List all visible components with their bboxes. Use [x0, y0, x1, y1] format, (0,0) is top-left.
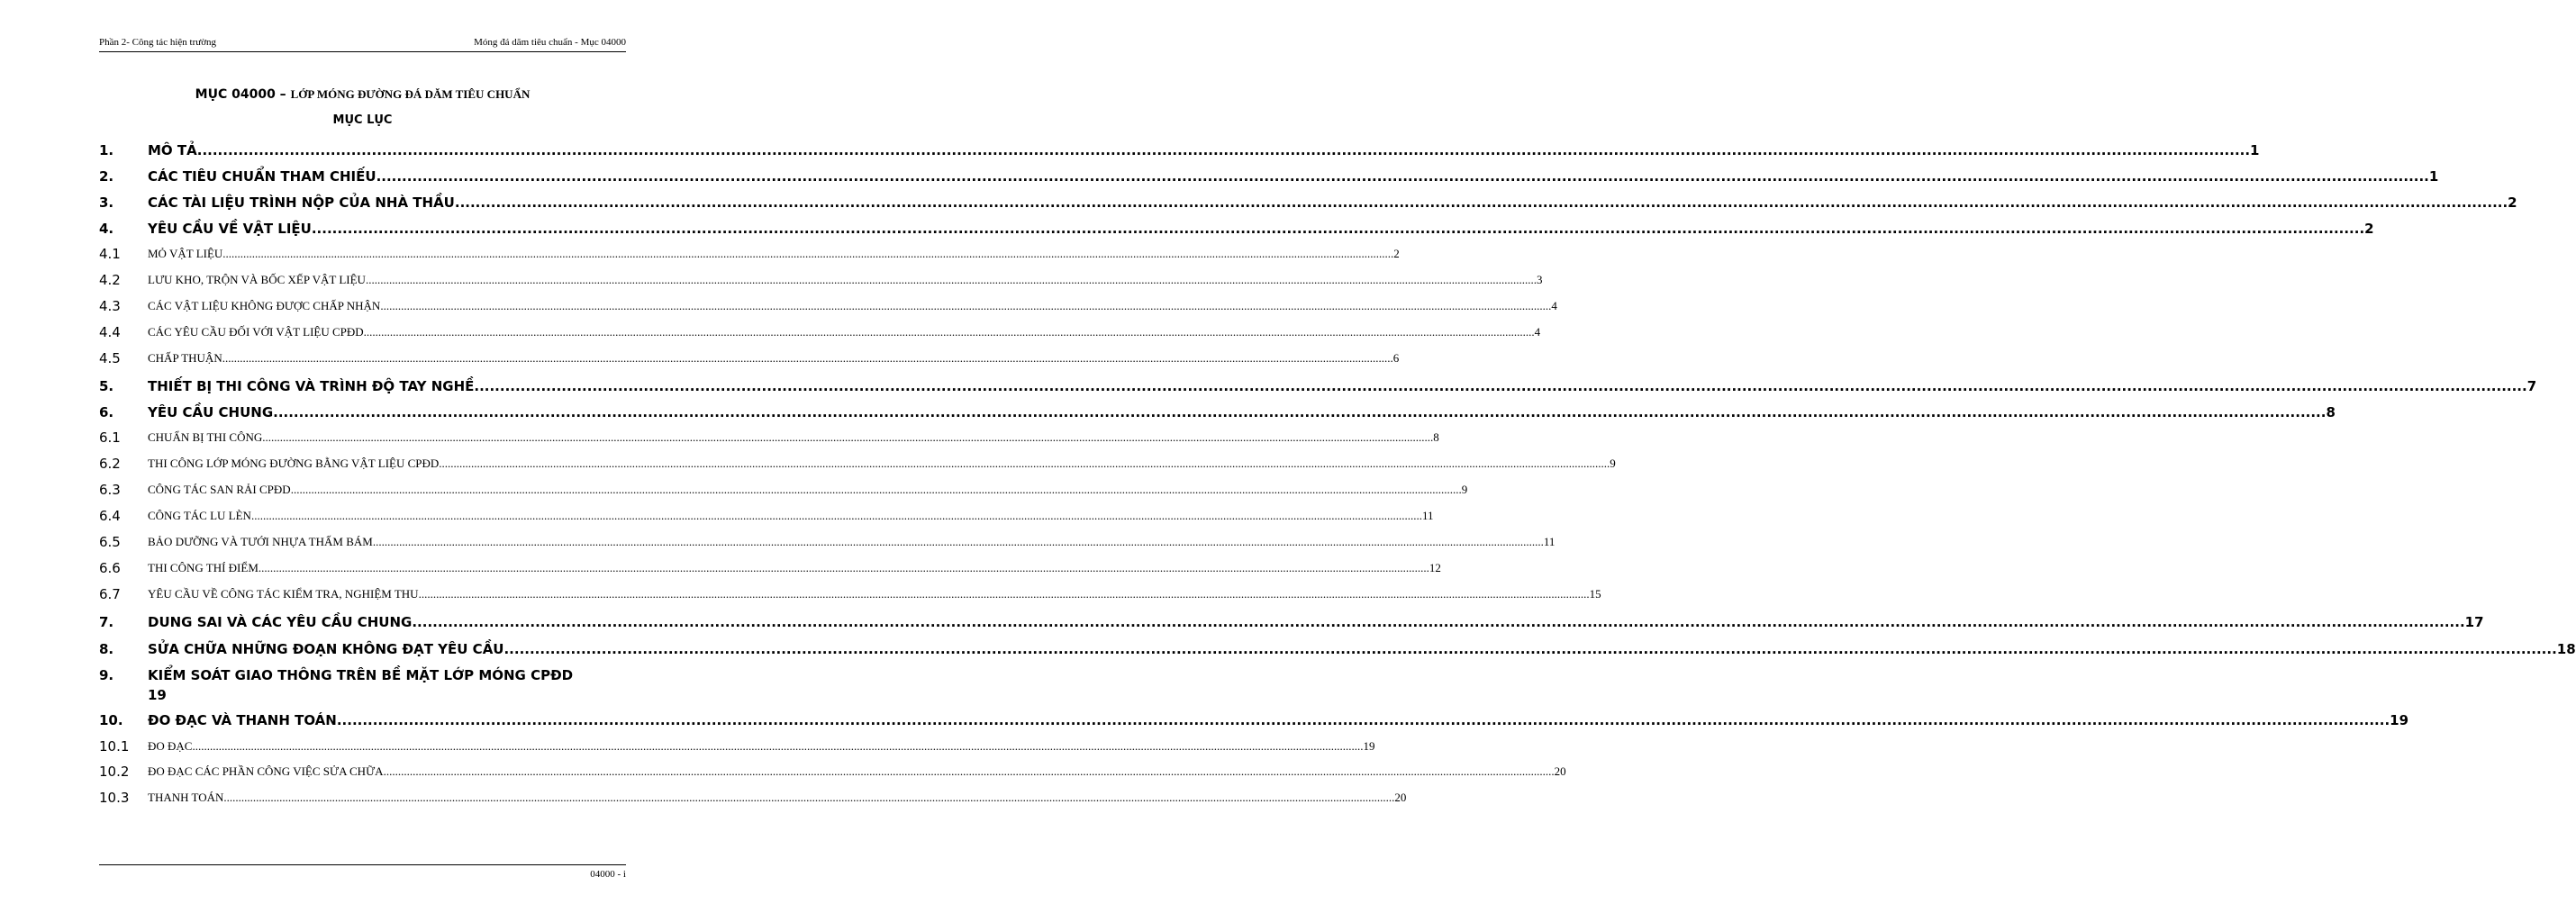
- toc-dot-leader: ................................................................................................................................................................................................................................................................................................................................................................................................................: [376, 168, 2429, 185]
- toc-entry-number: 10.1: [99, 738, 130, 755]
- toc-entry-number: 6.6: [99, 560, 121, 576]
- toc-dot-leader: ................................................................................................................................................................................................................................................................................................................................................................................................................: [503, 641, 2557, 657]
- footer-page-number: 04000 - i: [590, 869, 626, 880]
- toc-entry-text: [148, 710, 2409, 730]
- toc-entry-number: 1.: [99, 142, 114, 158]
- toc-entry-number: 6.5: [99, 534, 121, 550]
- toc-entry-number: 6.: [99, 404, 114, 420]
- page-footer: [99, 864, 626, 880]
- toc-entry-page: 17: [2464, 614, 2484, 630]
- toc-entry-text: [148, 271, 1543, 289]
- toc-entry-text: [148, 193, 2517, 212]
- toc-dot-leader: ................................................................................................................................................................................................................................................................................................................................................................................................................: [383, 764, 1555, 778]
- toc-entry-label: LƯU KHO, TRỘN VÀ BỐC XẾP VẬT LIỆU: [148, 273, 366, 286]
- toc-entry-page: 6: [1392, 351, 1400, 365]
- toc-entry-number: 4.4: [99, 324, 121, 340]
- toc-entry-label: ĐO ĐẠC: [148, 739, 193, 753]
- toc-dot-leader: ................................................................................................................................................................................................................................................................................................................................................................................................................: [365, 273, 1537, 286]
- toc-entry-number: 4.: [99, 221, 114, 237]
- toc-entry-page: 1: [2428, 168, 2439, 185]
- toc-entry-label: THANH TOÁN: [148, 791, 224, 804]
- toc-entry-page: 9: [1610, 456, 1616, 470]
- toc-entry-label: BẢO DƯỠNG VÀ TƯỚI NHỰA THẤM BÁM: [148, 535, 373, 548]
- toc-entry-label: DUNG SAI VÀ CÁC YÊU CẦU CHUNG: [148, 614, 413, 630]
- toc-entry-label: MÔ TẢ: [148, 142, 197, 158]
- toc-entry-text: [148, 455, 1616, 473]
- toc-entry-page: 8: [2326, 404, 2336, 420]
- section-name: LỚP MÓNG ĐƯỜNG ĐÁ DĂM TIÊU CHUẨN: [290, 87, 531, 101]
- toc-dot-leader: ................................................................................................................................................................................................................................................................................................................................................................................................................: [290, 483, 1462, 496]
- toc-dot-leader: ................................................................................................................................................................................................................................................................................................................................................................................................................: [380, 299, 1552, 312]
- toc-entry-label: CHUẨN BỊ THI CÔNG: [148, 430, 263, 444]
- toc-entry-label: CÁC YÊU CẦU ĐỐI VỚI VẬT LIỆU CPĐD: [148, 325, 364, 339]
- toc-dot-leader: ................................................................................................................................................................................................................................................................................................................................................................................................................: [222, 351, 1393, 365]
- toc-entry-text: [148, 763, 1566, 781]
- toc-entry-text: [148, 297, 1557, 315]
- toc-entry-text: [148, 612, 2484, 632]
- toc-entry-label: KIỂM SOÁT GIAO THÔNG TRÊN BỀ MẶT LỚP MÓNG CPĐD: [148, 667, 574, 683]
- toc-dot-leader: ................................................................................................................................................................................................................................................................................................................................................................................................................: [273, 404, 2327, 420]
- section-code: MỤC 04000 –: [195, 87, 291, 102]
- toc-entry-number: 6.7: [99, 586, 121, 602]
- toc-entry-number: 7.: [99, 614, 114, 630]
- toc-dot-leader: ................................................................................................................................................................................................................................................................................................................................................................................................................: [311, 221, 2365, 237]
- toc-entry-text: [148, 429, 1439, 447]
- toc-entry-label: SỬA CHỮA NHỮNG ĐOẠN KHÔNG ĐẠT YÊU CẦU: [148, 641, 504, 657]
- toc-dot-leader: ................................................................................................................................................................................................................................................................................................................................................................................................................: [262, 430, 1434, 444]
- toc-entry-label: CÔNG TÁC LU LÈN: [148, 509, 251, 522]
- toc-entry-label: CÁC TIÊU CHUẨN THAM CHIẾU: [148, 168, 376, 185]
- toc-entry-text: [148, 585, 1601, 603]
- toc-dot-leader: ................................................................................................................................................................................................................................................................................................................................................................................................................: [250, 509, 1422, 522]
- toc-entry-text: [148, 402, 2336, 422]
- toc-entry-page: 19: [1363, 739, 1375, 753]
- toc-entry-page: 2: [2364, 221, 2374, 237]
- toc-entry-page: 8: [1433, 430, 1439, 444]
- toc-entry-page: 3: [1536, 273, 1543, 286]
- toc-entry-page: 2: [1393, 247, 1400, 260]
- toc-entry-number: 10.: [99, 712, 123, 728]
- toc-entry-text: [148, 219, 2374, 239]
- toc-dot-leader: ................................................................................................................................................................................................................................................................................................................................................................................................................: [336, 712, 2390, 728]
- toc-entry-label: YÊU CẦU VỀ VẬT LIỆU: [148, 221, 312, 237]
- toc-entry-number: 6.4: [99, 508, 121, 524]
- toc-dot-leader: ................................................................................................................................................................................................................................................................................................................................................................................................................: [439, 456, 1610, 470]
- toc-dot-leader: ................................................................................................................................................................................................................................................................................................................................................................................................................: [474, 378, 2527, 394]
- toc-entry-number: 4.5: [99, 350, 121, 366]
- toc-entry-text: [148, 559, 1441, 577]
- toc-entry-text: [148, 533, 1556, 551]
- toc-entry-text: [148, 639, 2576, 659]
- toc-heading: MỤC LỤC: [332, 113, 393, 127]
- toc-entry-page: 11: [1543, 535, 1556, 548]
- toc-dot-leader: ................................................................................................................................................................................................................................................................................................................................................................................................................: [363, 325, 1535, 339]
- toc-entry-text: [148, 665, 626, 705]
- toc-entry-text: [148, 737, 1375, 755]
- toc-dot-leader: ................................................................................................................................................................................................................................................................................................................................................................................................................: [222, 247, 1394, 260]
- toc-entry-text: [148, 481, 1468, 499]
- toc-entry-page: 4: [1534, 325, 1541, 339]
- toc-dot-leader: ................................................................................................................................................................................................................................................................................................................................................................................................................: [223, 791, 1395, 804]
- toc-entry-page: 18: [2556, 641, 2576, 657]
- header-left-text: Phần 2- Công tác hiện trường: [99, 37, 217, 48]
- toc-entry-text: [148, 167, 2439, 186]
- toc-entry-number: 10.2: [99, 764, 130, 780]
- toc-dot-leader: ................................................................................................................................................................................................................................................................................................................................................................................................................: [196, 142, 2251, 158]
- toc-entry-number: 6.2: [99, 456, 121, 472]
- toc-entry-number: 2.: [99, 168, 114, 185]
- toc-entry-text: [148, 140, 2260, 160]
- toc-entry-number: 5.: [99, 378, 114, 394]
- toc-entry-number: 6.1: [99, 429, 121, 446]
- toc-entry-label: THI CÔNG LỚP MÓNG ĐƯỜNG BẰNG VẬT LIỆU CPĐD: [148, 456, 440, 470]
- toc-entry-text: [148, 323, 1541, 341]
- toc-entry-label: THIẾT BỊ THI CÔNG VÀ TRÌNH ĐỘ TAY NGHỀ: [148, 378, 475, 394]
- toc-entry-number: 10.3: [99, 790, 130, 806]
- toc-entry-text: [148, 245, 1400, 263]
- toc-entry-text: [148, 376, 2537, 396]
- toc-entry-number: 4.2: [99, 272, 121, 288]
- toc-entry-label: CÁC TÀI LIỆU TRÌNH NỘP CỦA NHÀ THẦU: [148, 194, 455, 211]
- toc-entry-label: MỎ VẬT LIỆU: [148, 247, 223, 260]
- toc-entry-text: [148, 349, 1400, 367]
- header-right-text: Móng đá dăm tiêu chuẩn - Mục 04000: [474, 37, 626, 48]
- page-header: [99, 37, 626, 52]
- toc-entry-page: 7: [2526, 378, 2537, 394]
- toc-entry-page: 1: [2250, 142, 2260, 158]
- toc-entry-page: 15: [1589, 587, 1601, 601]
- toc-entry-label: THI CÔNG THÍ ĐIỂM: [148, 561, 259, 574]
- toc-entry-label: YÊU CẦU VỀ CÔNG TÁC KIỂM TRA, NGHIỆM THU: [148, 587, 419, 601]
- toc-entry-label: CÔNG TÁC SAN RẢI CPĐD: [148, 483, 291, 496]
- toc-entry-number: 6.3: [99, 482, 121, 498]
- toc-dot-leader: ................................................................................................................................................................................................................................................................................................................................................................................................................: [418, 587, 1590, 601]
- toc-entry-number: 8.: [99, 641, 114, 657]
- document-title: [99, 86, 626, 103]
- toc-entry-number: 4.1: [99, 246, 121, 262]
- toc-entry-page: 12: [1429, 561, 1441, 574]
- toc-entry-label: YÊU CẦU CHUNG: [148, 404, 274, 420]
- toc-entry-page: 19: [148, 687, 167, 703]
- toc-entry-page: 20: [1554, 764, 1566, 778]
- toc-entry-number: 4.3: [99, 298, 121, 314]
- toc-entry-page: 11: [1421, 509, 1434, 522]
- toc-entry-page: 9: [1461, 483, 1468, 496]
- toc-entry-text: [148, 507, 1434, 525]
- toc-entry-label: CHẤP THUẬN: [148, 351, 222, 365]
- toc-entry-page: 19: [2390, 712, 2409, 728]
- toc-dot-leader: ................................................................................................................................................................................................................................................................................................................................................................................................................: [372, 535, 1544, 548]
- toc-entry-number: 9.: [99, 667, 114, 683]
- toc-entry-label: ĐO ĐẠC VÀ THANH TOÁN: [148, 712, 337, 728]
- toc-dot-leader: ................................................................................................................................................................................................................................................................................................................................................................................................................: [412, 614, 2465, 630]
- toc-entry-label: ĐO ĐẠC CÁC PHẦN CÔNG VIỆC SỬA CHỮA: [148, 764, 384, 778]
- toc-entry-page: 20: [1394, 791, 1407, 804]
- toc-entry-page: 2: [2508, 194, 2517, 211]
- toc-entry-number: 3.: [99, 194, 114, 211]
- toc-entry-text: [148, 789, 1407, 807]
- toc-dot-leader: ................................................................................................................................................................................................................................................................................................................................................................................................................: [192, 739, 1364, 753]
- toc-dot-leader: ................................................................................................................................................................................................................................................................................................................................................................................................................: [454, 194, 2508, 211]
- toc-dot-leader: ................................................................................................................................................................................................................................................................................................................................................................................................................: [258, 561, 1429, 574]
- toc-entry-label: CÁC VẬT LIỆU KHÔNG ĐƯỢC CHẤP NHẬN: [148, 299, 381, 312]
- toc-entry-page: 4: [1551, 299, 1557, 312]
